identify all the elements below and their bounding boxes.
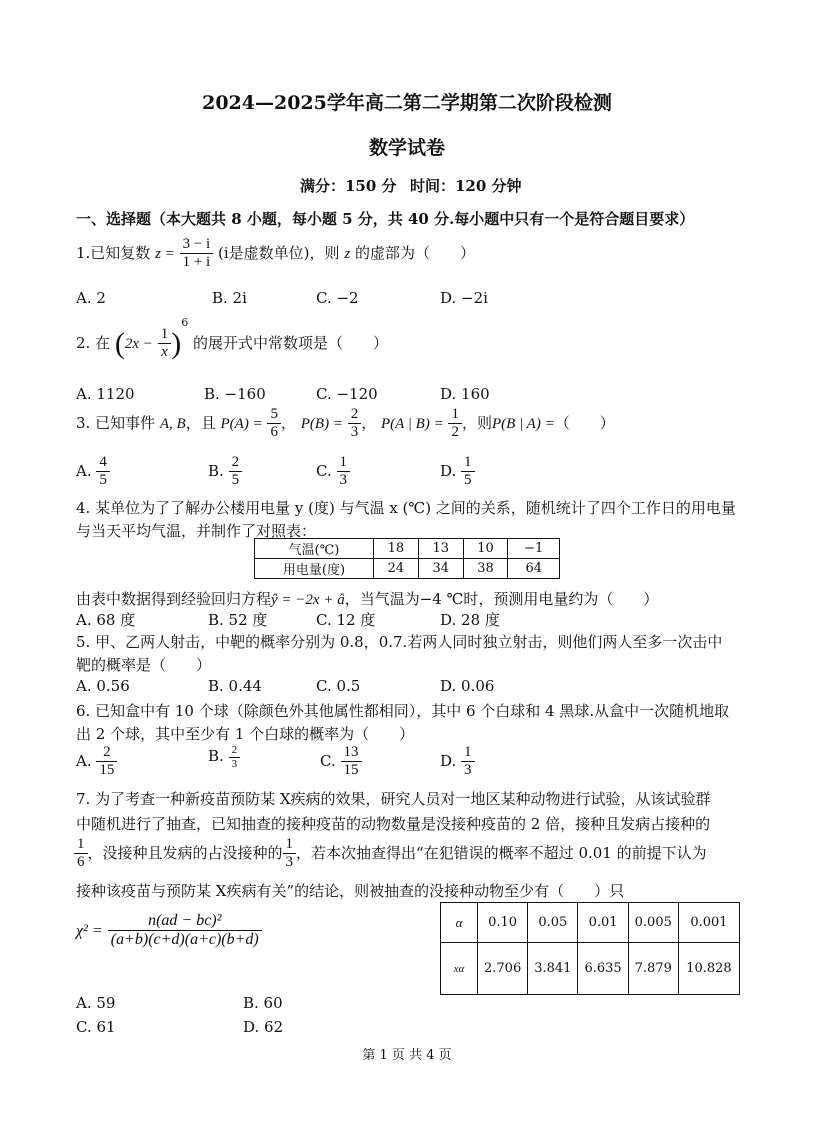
q6-option-d: D. $\frac{1}{3}$ xyxy=(440,744,475,780)
q1-prefix: 1.已知复数 xyxy=(76,243,151,262)
q7-line-4: 接种该疫苗与预防某 X疾病有关”的结论，则被抽查的没接种动物至少有（ ）只 xyxy=(76,882,625,900)
question-2 xyxy=(76,315,388,362)
q6-option-b: B. $\frac{2}{3}$ xyxy=(208,744,240,770)
q4-line-3: 由表中数据得到经验回归方程ŷ = −2x + â，当气温为−4 ℃时，预测用电量约为（ ） xyxy=(76,590,659,608)
q7-option-c: C. 61 xyxy=(76,1018,116,1036)
q3-option-c: C. $\frac{1}{3}$ xyxy=(316,454,350,490)
q1-fraction: $\frac{3 - i}{1 + i}$ xyxy=(180,236,214,272)
q3-option-d: D. $\frac{1}{5}$ xyxy=(440,454,475,490)
chi-square-formula: χ² = $\frac{\text{n(ad − bc)²}}{(a+b)(c+d)(a+c)(b+d)}$ xyxy=(76,912,262,950)
q7-option-b: B. 60 xyxy=(243,994,283,1012)
q5-option-c: C. 0.5 xyxy=(316,677,361,695)
q2-option-d: D. 160 xyxy=(440,385,490,403)
q7-table-row: α 0.10 0.05 0.01 0.005 0.001 xyxy=(441,903,740,943)
q1-option-a: A. 2 xyxy=(76,289,106,307)
q1-suffix: 的虚部为（ ） xyxy=(354,243,475,262)
q1-var: z = xyxy=(155,245,175,262)
q2-paren-close: ) xyxy=(171,326,182,360)
q3-pab-frac: $\frac{1}{2}$ xyxy=(448,406,462,442)
q2-power: 6 xyxy=(181,315,189,329)
q2-option-a: A. 1120 xyxy=(76,385,135,403)
q4-option-c: C. 12 度 xyxy=(316,611,376,629)
q2-expr: 2x − xyxy=(124,335,153,352)
q3-s2: ，则 xyxy=(461,413,492,432)
q1-option-b: B. 2i xyxy=(212,289,247,307)
q3-pa-frac: $\frac{5}{6}$ xyxy=(267,406,281,442)
q6-line-2: 出 2 个球，其中至少有 1 个白球的概率为（ ） xyxy=(76,725,415,743)
q3-option-a: A. $\frac{4}{5}$ xyxy=(76,454,110,490)
q4-line-1: 4. 某单位为了了解办公楼用电量 y (度) 与气温 x (℃) 之间的关系，随机统计了四个工作日的用电量 xyxy=(76,499,736,517)
q3-tail: （ ） xyxy=(554,413,615,432)
q4-option-b: B. 52 度 xyxy=(208,611,268,629)
q4-option-a: A. 68 度 xyxy=(76,611,136,629)
section-heading: 一、选择题（本大题共 8 小题，每小题 5 分，共 40 分.每小题中只有一个是符合题目要求） xyxy=(76,210,695,228)
q2-prefix: 2. 在 xyxy=(76,333,111,352)
q3-option-b: B. $\frac{2}{5}$ xyxy=(208,454,242,490)
q7-option-d: D. 62 xyxy=(243,1018,284,1036)
question-1 xyxy=(76,236,475,272)
q7-line-1: 7. 为了考查一种新疫苗预防某 X疾病的效果，研究人员对一地区某种动物进行试验，从该试验群 xyxy=(76,790,711,808)
q2-option-b: B. −160 xyxy=(204,385,266,403)
q7-line-2: 中随机进行了抽查，已知抽查的接种疫苗的动物数量是没接种疫苗的 2 倍，接种且发病占接种的 xyxy=(76,815,711,833)
score-label: 满分：150 分 xyxy=(300,177,397,195)
exam-subtitle: 数学试卷 xyxy=(368,137,445,159)
q5-option-b: B. 0.44 xyxy=(208,677,262,695)
q3-pa: P(A) = xyxy=(220,415,263,432)
q4-line-2: 与当天平均气温，并制作了对照表： xyxy=(76,522,317,540)
page-footer: 第 1 页 共 4 页 xyxy=(362,1048,452,1063)
q1-z: z xyxy=(344,245,351,262)
q6-line-1: 6. 已知盒中有 10 个球（除颜色外其他属性都相同），其中 6 个白球和 4 黑球.从盒中一次随机地取 xyxy=(76,702,730,720)
q3-pba: P(B | A) = xyxy=(492,415,555,432)
q4-table xyxy=(254,538,560,579)
q4-option-d: D. 28 度 xyxy=(440,611,500,629)
q2-paren-open: ( xyxy=(114,326,125,360)
q5-line-2: 靶的概率是（ ） xyxy=(76,656,212,674)
q5-option-d: D. 0.06 xyxy=(440,677,495,695)
q7-fraction-2: $\frac{1}{3}$ xyxy=(283,836,297,872)
q7-table-row: xα 2.706 3.841 6.635 7.879 10.828 xyxy=(441,943,740,995)
q2-option-c: C. −120 xyxy=(316,385,378,403)
q3-pb: P(B) = xyxy=(300,415,343,432)
q1-option-c: C. −2 xyxy=(316,289,359,307)
q1-middle: (i是虚数单位)，则 xyxy=(218,243,340,262)
q3-prefix: 3. 已知事件 xyxy=(76,413,156,432)
q3-s1: ，且 xyxy=(185,413,216,432)
q7-critical-table xyxy=(440,902,740,995)
q3-events: A, B xyxy=(159,415,186,432)
q4-table-row: 用电量(度) 24 34 38 64 xyxy=(255,559,560,579)
exam-title: 2024—2025学年高二第二学期第二次阶段检测 xyxy=(202,92,612,114)
q1-option-d: D. −2i xyxy=(440,289,488,307)
q2-fraction: $\frac{1}{x}$ xyxy=(158,326,172,362)
q7-option-a: A. 59 xyxy=(76,994,116,1012)
time-label: 时间：120 分钟 xyxy=(410,177,522,195)
q6-option-a: A. $\frac{2}{15}$ xyxy=(76,744,117,780)
q3-pab: P(A | B) = xyxy=(381,415,444,432)
q3-pb-frac: $\frac{2}{3}$ xyxy=(348,406,362,442)
q4-regression-eq: ŷ = −2x + â xyxy=(271,592,345,608)
q4-table-row: 气温(℃) 18 13 10 −1 xyxy=(255,539,560,559)
q6-option-c: C. $\frac{13}{15}$ xyxy=(320,744,362,780)
q2-suffix: 的展开式中常数项是（ ） xyxy=(192,333,388,352)
q5-line-1: 5. 甲、乙两人射击，中靶的概率分别为 0.8，0.7.若两人同时独立射击，则他们两人至多一次击中 xyxy=(76,633,723,651)
q5-option-a: A. 0.56 xyxy=(76,677,130,695)
q7-line-3: $\frac{1}{6}$ ，没接种且发病的占没接种的 $\frac{1}{3}$ ，若本次抽查得出“在犯错误的概率不超过 0.01 的前提下认为 xyxy=(74,836,707,872)
question-3: 3. 已知事件 A, B，且 P(A) = $\frac{5}{6}$ ， P(B) = $\frac{2}{3}$ ， P(A | B) = $\frac{1}{2}$ ，则P(B | A) =（ ） xyxy=(76,406,615,441)
q7-fraction-1: $\frac{1}{6}$ xyxy=(74,836,88,872)
